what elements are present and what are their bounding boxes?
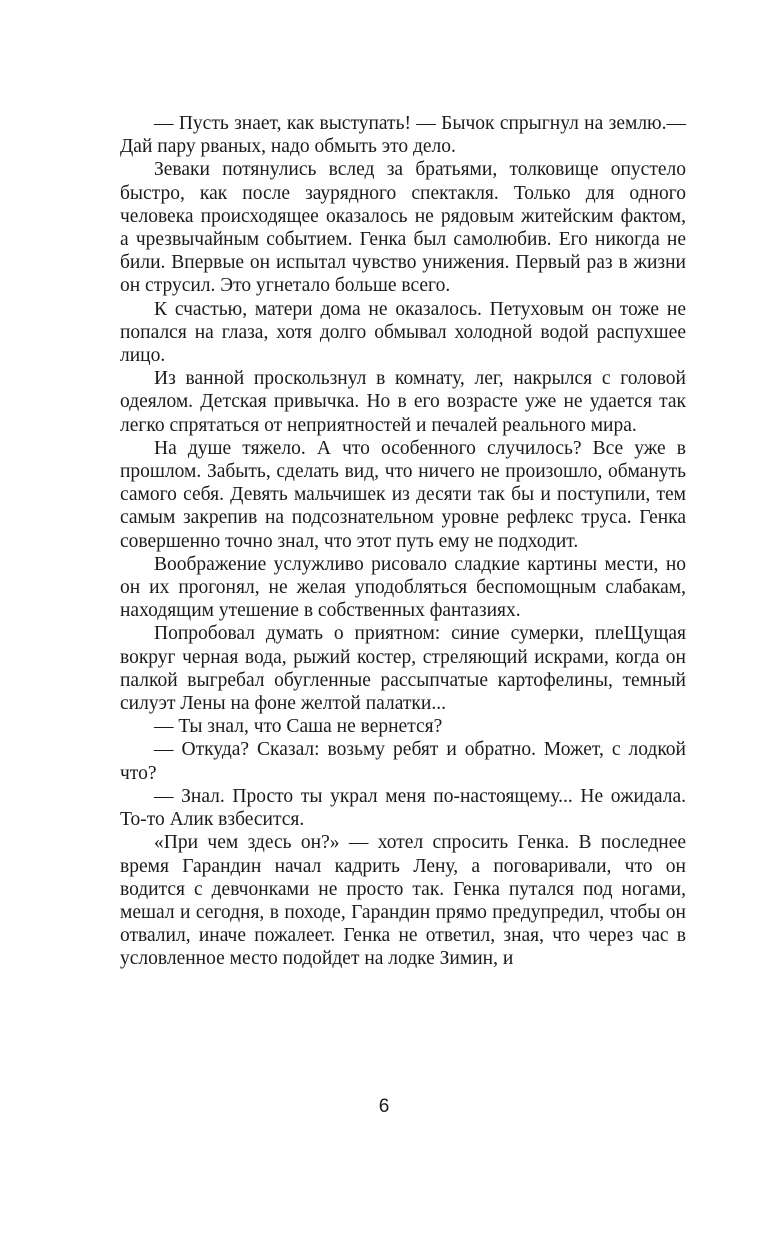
dialogue-line-2: — Откуда? Сказал: возьму ребят и обратно. Может, с лодкой что? bbox=[120, 739, 686, 784]
paragraph-1: — Пусть знает, как выступать! — Бычок спрыгнул на землю.— Дай пару рваных, надо обмыть это дело. bbox=[120, 113, 686, 158]
paragraph-8: «При чем здесь он?» — хотел спросить Генка. В последнее время Гарандин начал кадрить Лену, а поговаривали, что он водится с девчонками не просто так. Генка путался под ногами, мешал и сегодня, в походе, Гарандин прямо предупредил, чтобы он отвалил, иначе пожалеет. Генка не ответил, зная, что через час в условленное место подойдет на лодке Зимин, и bbox=[120, 832, 686, 970]
paragraph-5: На душе тяжело. А что особенного случилось? Все уже в прошлом. Забыть, сделать вид, что ничего не произошло, обмануть самого себя. Девять мальчишек из десяти так бы и поступили, тем самым закрепив на подсознательном уровне рефлекс труса. Генка совершенно точно знал, что этот путь ему не подходит. bbox=[120, 437, 686, 552]
dialogue-line-3: — Знал. Просто ты украл меня по-настоящему... Не ожидала. То-то Алик взбесится. bbox=[120, 785, 686, 831]
paragraph-3: К счастью, матери дома не оказалось. Петуховым он тоже не попался на глаза, хотя долго обмывал холодной водой распухшее лицо. bbox=[120, 298, 686, 367]
body-text bbox=[120, 112, 686, 971]
paragraph-2: Зеваки потянулись вслед за братьями, толковище опустело быстро, как после заурядного спектакля. Только для одного человека происходящее оказалось не рядовым житейским фактом, а чрезвычайным событием. Генка был самолюбив. Его никогда не били. Впервые он испытал чувство унижения. Первый раз в жизни он струсил. Это угнетало больше всего. bbox=[120, 159, 686, 297]
page-number: 6 bbox=[378, 1096, 390, 1117]
dialogue-line-1: — Ты знал, что Саша не вернется? bbox=[154, 716, 443, 738]
paragraph-6: Воображение услужливо рисовало сладкие картины мести, но он их прогонял, не желая уподобляться беспомощным слабакам, находящим утешение в собственных фантазиях. bbox=[120, 553, 686, 622]
paragraph-4: Из ванной проскользнул в комнату, лег, накрылся с головой одеялом. Детская привычка. Но в его возрасте уже не удается так легко спрятаться от неприятностей и печалей реального мира. bbox=[120, 368, 686, 436]
paragraph-7: Попробовал думать о приятном: синие сумерки, плеЩущая вокруг черная вода, рыжий костер, стреляющий искрами, когда он палкой выгребал обугленные рассыпчатые картофелины, темный силуэт Лены на фоне желтой палатки... bbox=[120, 623, 686, 715]
